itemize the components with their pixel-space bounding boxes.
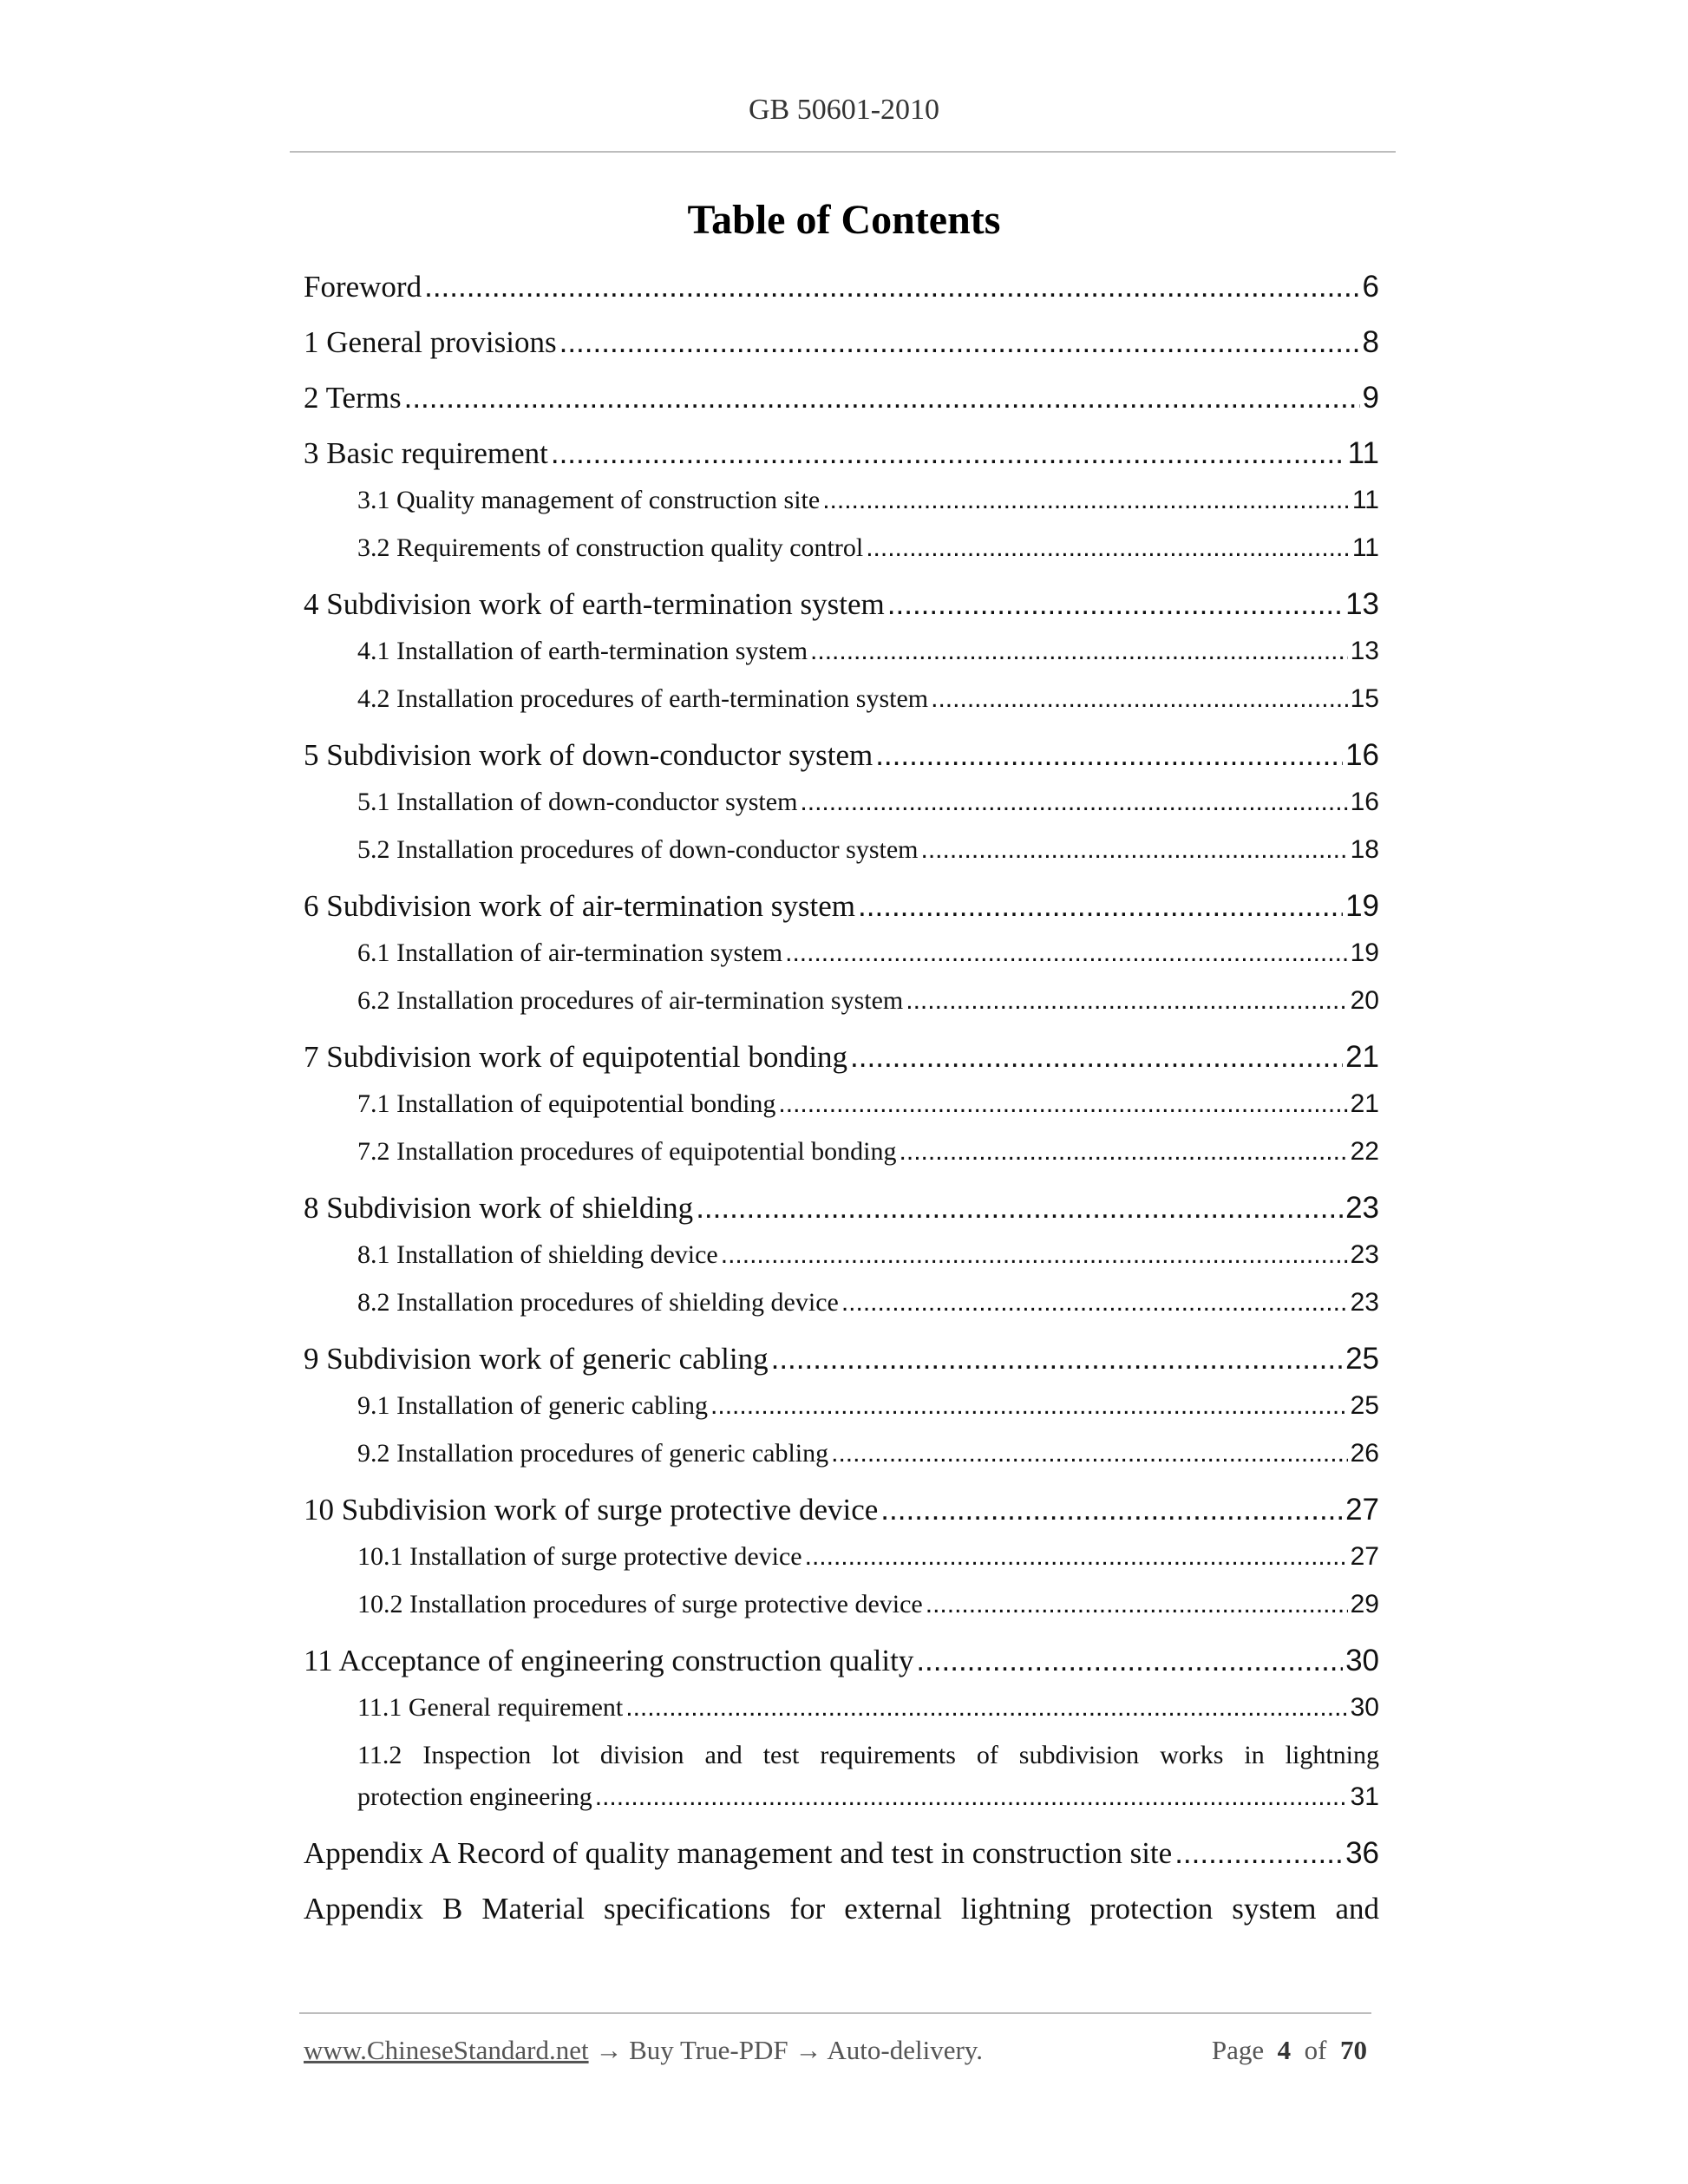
dot-leader	[810, 637, 1348, 666]
toc-entry-page: 19	[1350, 938, 1379, 967]
toc-entry-page: 15	[1350, 684, 1379, 713]
website-link[interactable]: www.ChineseStandard.net	[304, 2035, 589, 2065]
toc-entry-page: 25	[1345, 1342, 1379, 1376]
toc-entry-section-8-1[interactable]	[357, 1240, 1379, 1270]
toc-entry-appendix-b[interactable]	[304, 1892, 1379, 1926]
dot-leader	[875, 738, 1343, 773]
dot-leader	[926, 1590, 1348, 1619]
toc-entry-page: 30	[1350, 1693, 1379, 1722]
toc-entry-page: 13	[1345, 587, 1379, 621]
dot-leader	[831, 1439, 1347, 1468]
toc-entry-page: 29	[1350, 1590, 1379, 1618]
toc-entry-title: 3 Basic requirement	[304, 436, 548, 470]
toc-entry-section-5-1[interactable]	[357, 788, 1379, 817]
dot-leader	[559, 325, 1360, 360]
toc-entry-page: 20	[1350, 986, 1379, 1015]
toc-entry-section-9-1[interactable]	[357, 1391, 1379, 1421]
toc-entry-title: 6.2 Installation procedures of air-termination system	[357, 986, 904, 1015]
page-label: Page	[1211, 2035, 1265, 2065]
dot-leader	[822, 486, 1350, 515]
toc-entry-page: 11	[1351, 486, 1379, 514]
toc-entry-title: 9 Subdivision work of generic cabling	[304, 1342, 769, 1376]
toc-entry-chapter-6[interactable]	[304, 889, 1379, 924]
dot-leader	[595, 1782, 1348, 1812]
toc-entry-title: 8.2 Installation procedures of shielding device	[357, 1288, 839, 1317]
toc-entry-page: 16	[1350, 788, 1379, 816]
toc-entry-chapter-9[interactable]	[304, 1342, 1379, 1376]
dot-leader	[785, 938, 1348, 968]
toc-entry-page: 36	[1345, 1836, 1379, 1870]
toc-entry-page: 19	[1345, 889, 1379, 923]
toc-entry-section-10-2[interactable]	[357, 1590, 1379, 1619]
toc-entry-page: 11	[1351, 533, 1379, 562]
footer-promo	[304, 2035, 983, 2066]
toc-entry-page: 13	[1350, 637, 1379, 665]
dot-leader	[1174, 1836, 1343, 1871]
toc-entry-title: 10.2 Installation procedures of surge protective device	[357, 1590, 923, 1618]
toc-entry-section-6-1[interactable]	[357, 938, 1379, 968]
toc-entry-title: Appendix B Material specifications for external lightning protection system and	[304, 1892, 1379, 1926]
toc-title: Table of Contents	[687, 197, 1001, 243]
toc-entry-section-3-2[interactable]	[357, 533, 1379, 563]
toc-entry-section-5-2[interactable]	[357, 835, 1379, 865]
toc-entry-chapter-2[interactable]	[304, 381, 1379, 415]
toc-entry-page: 21	[1345, 1040, 1379, 1074]
dot-leader	[771, 1342, 1343, 1376]
toc-entry-page: 8	[1362, 325, 1379, 359]
toc-entry-page: 23	[1350, 1288, 1379, 1317]
toc-entry-title: 5.1 Installation of down-conductor system	[357, 788, 798, 816]
toc-entry-section-6-2[interactable]	[357, 986, 1379, 1016]
toc-entry-title: 3.1 Quality management of construction site	[357, 486, 821, 514]
toc-entry-title: 4.2 Installation procedures of earth-termination system	[357, 684, 929, 713]
arrow-right-icon: →	[795, 2035, 822, 2065]
dot-leader	[721, 1240, 1348, 1270]
dot-leader	[404, 381, 1360, 415]
page-total: 70	[1340, 2035, 1367, 2065]
toc-entry-title: 7 Subdivision work of equipotential bonding	[304, 1040, 848, 1074]
dot-leader	[858, 889, 1343, 924]
toc-entry-page: 6	[1362, 270, 1379, 304]
dot-leader	[710, 1391, 1348, 1421]
toc-entry-chapter-5[interactable]	[304, 738, 1379, 773]
page-current: 4	[1277, 2035, 1292, 2065]
dot-leader	[841, 1288, 1348, 1318]
toc-entry-chapter-4[interactable]	[304, 587, 1379, 622]
toc-entry-title: 7.1 Installation of equipotential bonding	[357, 1089, 776, 1118]
buy-pdf-text: Buy True-PDF	[629, 2035, 788, 2065]
toc-entry-page: 26	[1350, 1439, 1379, 1468]
toc-entry-page: 23	[1345, 1191, 1379, 1225]
toc-entry-page: 27	[1350, 1542, 1379, 1571]
document-code-header: GB 50601-2010	[748, 94, 940, 126]
page-of-label: of	[1304, 2035, 1327, 2065]
toc-entry-title: 11.1 General requirement	[357, 1693, 624, 1722]
dot-leader	[800, 788, 1347, 817]
toc-entry-section-3-1[interactable]	[357, 486, 1379, 515]
toc-entry-title: 10.1 Installation of surge protective device	[357, 1542, 802, 1571]
dot-leader	[778, 1089, 1347, 1119]
page-number	[1212, 2035, 1367, 2066]
dot-leader	[850, 1040, 1343, 1075]
toc-entry-title: 4.1 Installation of earth-termination system	[357, 637, 808, 665]
toc-entry-section-11-1[interactable]	[357, 1693, 1379, 1723]
toc-entry-page: 27	[1345, 1493, 1379, 1527]
toc-entry-title: Foreword	[304, 270, 422, 304]
arrow-right-icon: →	[595, 2035, 623, 2065]
toc-entry-section-8-2[interactable]	[357, 1288, 1379, 1318]
toc-entry-section-10-1[interactable]	[357, 1542, 1379, 1572]
dot-leader	[906, 986, 1347, 1016]
toc-entry-title: 8.1 Installation of shielding device	[357, 1240, 718, 1269]
toc-entry-appendix-a[interactable]	[304, 1836, 1379, 1871]
toc-entry-title-line2: protection engineering	[357, 1782, 592, 1811]
dot-leader	[931, 684, 1347, 714]
toc-entry-page: 25	[1350, 1391, 1379, 1420]
toc-entry-page: 22	[1350, 1137, 1379, 1166]
toc-entry-chapter-8[interactable]	[304, 1191, 1379, 1226]
dot-leader	[887, 587, 1343, 622]
toc-entry-title: 6.1 Installation of air-termination system	[357, 938, 783, 967]
toc-entry-chapter-7[interactable]	[304, 1040, 1379, 1075]
toc-entry-title: 9.1 Installation of generic cabling	[357, 1391, 709, 1420]
toc-entry-page: 16	[1345, 738, 1379, 772]
toc-entry-foreword[interactable]	[304, 270, 1379, 304]
dot-leader	[625, 1693, 1347, 1723]
dot-leader	[916, 1644, 1343, 1678]
header-divider	[290, 151, 1396, 153]
toc-entry-title: 11 Acceptance of engineering construction quality	[304, 1644, 914, 1677]
toc-entry-section-7-2[interactable]	[357, 1137, 1379, 1167]
toc-entry-section-4-1[interactable]	[357, 637, 1379, 666]
dot-leader	[551, 436, 1345, 471]
toc-entry-chapter-1[interactable]	[304, 325, 1379, 360]
toc-entry-page: 23	[1350, 1240, 1379, 1269]
footer-divider	[299, 2012, 1371, 2014]
toc-entry-title: 10 Subdivision work of surge protective device	[304, 1493, 879, 1527]
toc-entry-section-11-2[interactable]	[357, 1741, 1379, 1812]
toc-entry-title-line2-row	[357, 1782, 1379, 1812]
toc-entry-section-7-1[interactable]	[357, 1089, 1379, 1119]
dot-leader	[805, 1542, 1348, 1572]
toc-entry-title: 5.2 Installation procedures of down-conductor system	[357, 835, 919, 864]
dot-leader	[921, 835, 1348, 865]
toc-entry-title: 1 General provisions	[304, 325, 557, 359]
dot-leader	[696, 1191, 1343, 1226]
dot-leader	[880, 1493, 1343, 1527]
toc-entry-title: 9.2 Installation procedures of generic cabling	[357, 1439, 829, 1468]
dot-leader	[866, 533, 1350, 563]
toc-entry-chapter-11[interactable]	[304, 1644, 1379, 1678]
toc-entry-title: 8 Subdivision work of shielding	[304, 1191, 694, 1225]
toc-entry-title: 5 Subdivision work of down-conductor system	[304, 738, 873, 772]
toc-entry-section-4-2[interactable]	[357, 684, 1379, 714]
toc-entry-title-line1: 11.2 Inspection lot division and test requirements of subdivision works in lightning	[357, 1741, 1379, 1769]
toc-entry-page: 31	[1350, 1782, 1379, 1811]
toc-entry-title: Appendix A Record of quality management and test in construction site	[304, 1836, 1173, 1870]
dot-leader	[424, 270, 1359, 304]
toc-entry-title: 3.2 Requirements of construction quality control	[357, 533, 864, 562]
toc-entry-section-9-2[interactable]	[357, 1439, 1379, 1468]
toc-entry-title: 6 Subdivision work of air-termination system	[304, 889, 856, 923]
toc-entry-page: 9	[1362, 381, 1379, 415]
toc-entry-page: 21	[1350, 1089, 1379, 1118]
toc-entry-title: 4 Subdivision work of earth-termination system	[304, 587, 885, 621]
toc-entry-page: 30	[1345, 1644, 1379, 1677]
toc-entry-page: 11	[1347, 436, 1379, 470]
toc-entry-title: 2 Terms	[304, 381, 402, 415]
toc-entry-chapter-10[interactable]	[304, 1493, 1379, 1527]
toc-entry-page: 18	[1350, 835, 1379, 864]
dot-leader	[900, 1137, 1348, 1167]
auto-delivery-text: Auto-delivery.	[827, 2035, 984, 2065]
toc-entry-title: 7.2 Installation procedures of equipotential bonding	[357, 1137, 897, 1166]
toc-entry-chapter-3[interactable]	[304, 436, 1379, 471]
